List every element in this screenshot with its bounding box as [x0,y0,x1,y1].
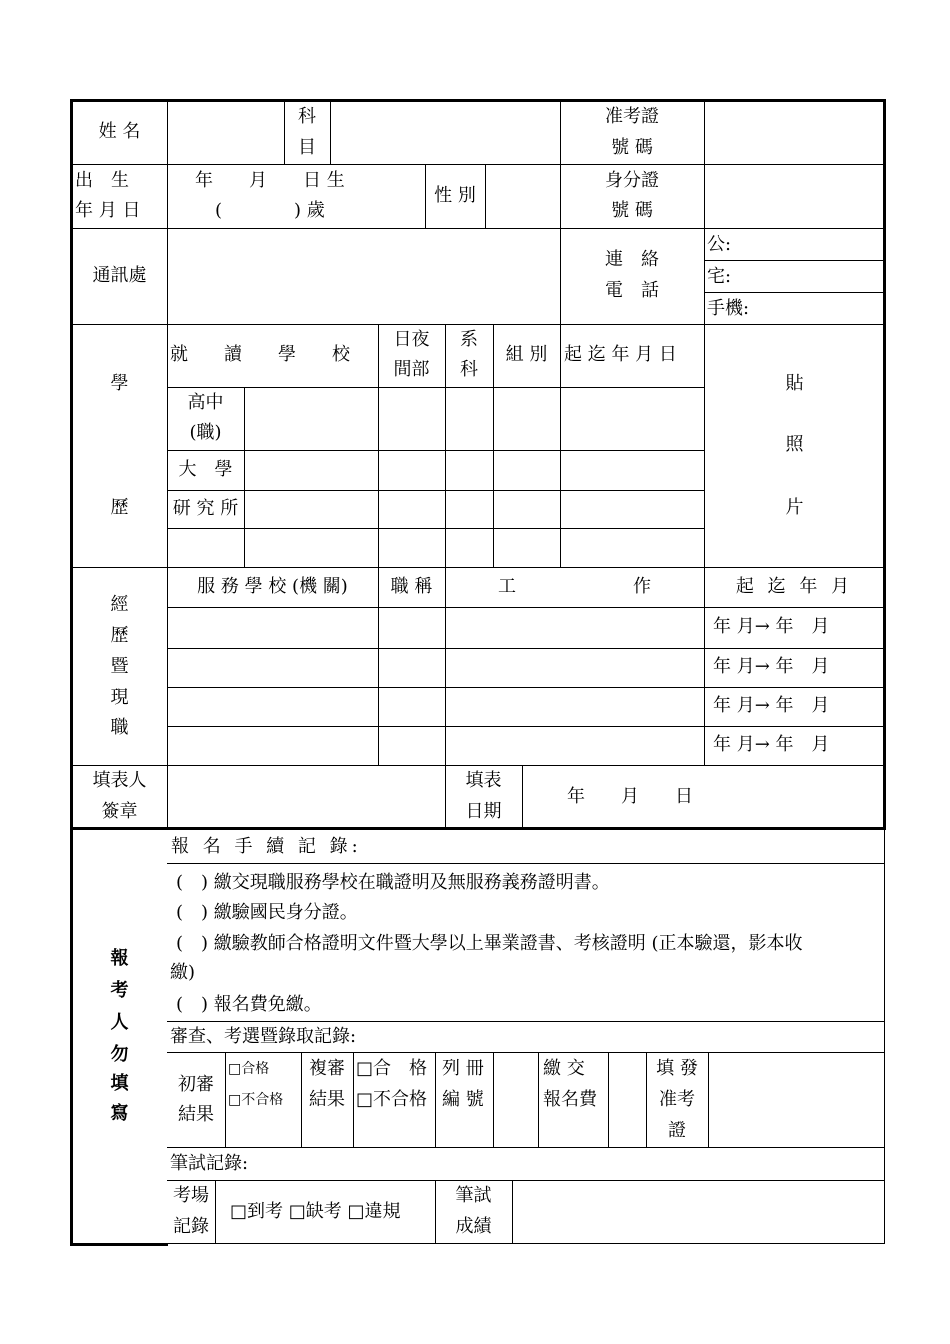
registration-title: 報 名 手 續 記 錄: [171,836,362,857]
first-review-fail-option: □不合格 [228,1092,284,1108]
age-line: ( ) 歲 [215,200,325,221]
edu-header-period: 起 迄 年 月 日 [564,344,677,365]
row-divider [167,528,704,529]
fill-date-value: 年 月 日 [567,786,693,807]
first-review-label: 結果 [178,1104,214,1125]
col-divider [522,765,523,828]
row-divider [167,450,704,451]
photo-label: 照 [785,434,804,455]
education-label: 學 [110,373,129,394]
room-record-label: 考場 [173,1185,209,1206]
written-score-label: 成績 [455,1216,492,1237]
col-divider [244,387,245,567]
second-review-pass-option: □合 格 [356,1058,428,1079]
list-number-label: 編 號 [442,1089,484,1110]
exp-period: 年 月→ 年 月 [713,656,830,677]
office-only-label: 勿 [110,1044,129,1065]
name-label: 姓 名 [98,121,141,142]
registration-item: ( ) 繳驗國民身分證。 [176,902,358,923]
row-divider [167,648,885,649]
written-score-label: 筆試 [455,1185,492,1206]
list-number-label: 列 冊 [442,1058,484,1079]
second-review-fail-option: □不合格 [356,1089,428,1110]
photo-label: 片 [785,497,804,518]
education-label: 歷 [110,497,129,518]
exp-header-org: 服 務 學 校 (機 關) [197,576,348,597]
exp-header-work: 工 [498,576,516,597]
row-divider [167,687,885,688]
edu-header-day-night: 日夜 [393,329,430,350]
fill-date-label: 填表 [465,770,502,791]
experience-label: 歷 [110,625,129,646]
first-review-pass-option: □合格 [228,1061,270,1077]
edu-row-graduate: 研 究 所 [172,498,239,519]
row-divider [167,490,704,491]
col-divider [560,324,561,567]
edu-header-school: 就 讀 學 校 [170,344,350,365]
col-divider [708,1052,709,1147]
exp-period: 年 月→ 年 月 [713,695,830,716]
row-divider [167,1180,885,1181]
edu-row-university: 大 學 [178,459,233,480]
row-divider [704,260,885,261]
edu-row-high-school: 高中 [187,392,224,413]
written-test-title: 筆試記錄: [170,1153,249,1174]
subject-label: 科 [298,106,316,127]
phone-home-label: 宅: [707,266,732,287]
issue-admit-label: 准考 [659,1089,695,1110]
signer-label: 填表人 [92,770,147,791]
experience-label: 職 [110,717,129,738]
col-divider [215,1180,216,1243]
issue-admit-label: 證 [668,1120,686,1141]
col-divider [538,1052,539,1147]
exp-period: 年 月→ 年 月 [713,734,830,755]
room-record-label: 記錄 [173,1216,209,1237]
row-divider [72,567,885,568]
experience-label: 現 [110,687,129,708]
office-right-border [884,828,885,1244]
row-divider [167,1243,885,1244]
photo-label: 貼 [785,373,804,394]
id-label: 號 碼 [611,200,653,221]
registration-item: ( ) 繳交現職服務學校在職證明及無服務義務證明書。 [176,872,610,893]
address-label: 通訊處 [92,265,147,286]
office-only-label: 考 [110,980,129,1001]
fee-label: 繳 交 [543,1058,585,1079]
edu-header-dept: 系 [460,329,478,350]
row-divider [167,1052,885,1053]
col-divider [225,1052,226,1147]
birth-label: 出 生 [75,170,129,191]
experience-label: 暨 [110,656,129,677]
row-divider [704,292,885,293]
registration-item: ( ) 報名費免繳。 [176,994,322,1015]
registration-item: 繳) [170,962,196,983]
col-divider [445,567,446,765]
edu-row-high-school: (職) [189,422,222,443]
col-divider [512,1180,513,1243]
second-review-label: 結果 [309,1089,345,1110]
attendance-options: □到考 □缺考 □違規 [230,1201,401,1222]
office-only-label: 報 [110,948,129,969]
edu-header-day-night: 間部 [393,359,430,380]
id-label: 身分證 [605,170,659,191]
birth-label: 年 月 日 [75,200,141,221]
phone-mobile-label: 手機: [707,298,750,319]
phone-label: 電 話 [605,280,659,301]
row-divider [72,164,885,165]
first-review-label: 初審 [178,1074,214,1095]
col-divider [485,164,486,228]
fill-date-label: 日期 [465,801,502,822]
row-divider [167,607,885,608]
row-divider [167,863,885,864]
exp-header-period: 起 迄 年 月 [735,576,854,597]
second-review-label: 複審 [309,1058,345,1079]
experience-label: 經 [110,594,129,615]
phone-label: 連 絡 [605,249,659,270]
col-divider [493,1052,494,1147]
edu-header-dept: 科 [460,359,478,380]
col-divider [435,1052,436,1147]
col-divider [330,101,331,164]
office-only-label: 寫 [110,1103,129,1124]
office-only-label: 人 [110,1012,129,1033]
office-bottom-border [70,1243,168,1246]
subject-label: 目 [298,137,316,158]
review-title: 審查、考選暨錄取記錄: [170,1026,357,1047]
exp-header-title: 職 稱 [390,576,433,597]
edu-header-group: 組 別 [505,344,548,365]
row-divider [167,1147,885,1148]
office-only-label: 填 [110,1073,129,1094]
issue-admit-label: 填 發 [656,1058,698,1079]
row-divider [167,726,885,727]
admit-no-label: 准考證 [605,106,659,127]
row-divider [167,387,704,388]
row-divider [72,228,885,229]
registration-item: ( ) 繳驗教師合格證明文件暨大學以上畢業證書、考核證明 (正本驗還，影本收 [176,933,803,954]
exp-period: 年 月→ 年 月 [713,616,830,637]
exp-header-work: 作 [633,576,651,597]
admit-no-label: 號 碼 [611,137,653,158]
phone-office-label: 公: [707,234,732,255]
fee-label: 報名費 [543,1089,597,1110]
birth-date-line: 年 月 日 生 [195,170,345,191]
signer-label: 簽章 [101,801,138,822]
col-divider [608,1052,609,1147]
sex-label: 性 別 [434,185,476,206]
col-divider [353,1052,354,1147]
